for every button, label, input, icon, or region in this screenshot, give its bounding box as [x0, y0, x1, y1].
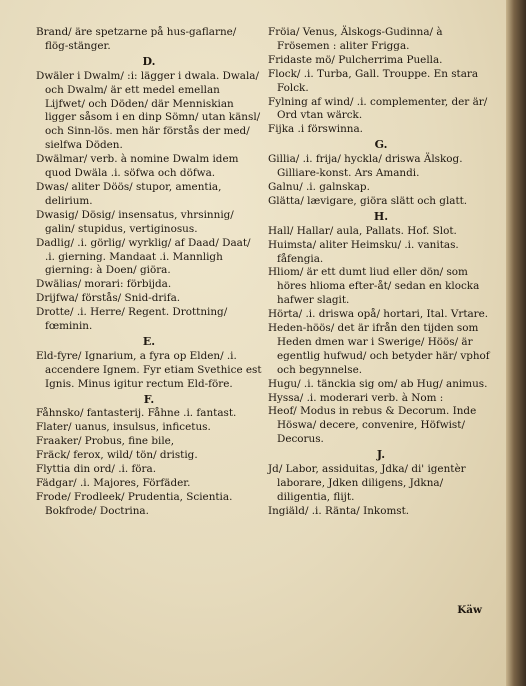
dictionary-entry: Galnu/ .i. galnskap.: [268, 180, 370, 193]
page-edge: [506, 0, 526, 686]
dictionary-entry: Hugu/ .i. tänckia sig om/ ab Hug/ animus.: [268, 377, 488, 390]
dictionary-entry: Fräck/ ferox, wild/ tön/ dristig.: [36, 449, 198, 462]
dictionary-entry: Glätta/ lævigare, giöra slätt och glatt.: [268, 194, 468, 207]
dictionary-entry: Heof/ Modus in rebus & Decorum. Inde Höswa/ decere, convenire, Höfwist/ Decorus.: [268, 405, 477, 446]
dictionary-entry: Gillia/ .i. frija/ hyckla/ driswa Älskog. Gilliare-konst. Ars Amandi.: [268, 153, 463, 180]
dictionary-entry: Ingiäld/ .i. Ränta/ Inkomst.: [268, 504, 410, 517]
section-heading: D.: [142, 54, 156, 68]
left-column: [36, 26, 262, 519]
section-heading: J.: [376, 448, 386, 462]
dictionary-entry: Dwasig/ Dösig/ insensatus, vhrsinnig/ galin/ stupidus, vertiginosus.: [36, 208, 234, 235]
dictionary-entry: Fröia/ Venus, Älskogs-Gudinna/ à Frösemen : aliter Frigga.: [268, 26, 443, 52]
section-heading: H.: [373, 209, 389, 223]
dictionary-entry: Fylning af wind/ .i. complementer, der är/ Ord vtan wärck.: [268, 95, 488, 122]
dictionary-entry: Dwälias/ morari: förbijda.: [36, 278, 172, 291]
dictionary-entry: Dwälmar/ verb. à nomine Dwalm idem quod Dwäla .i. söfwa och döfwa.: [36, 153, 239, 180]
section-heading: F.: [143, 392, 155, 406]
dictionary-entry: Fridaste mö/ Pulcherrima Puella.: [268, 53, 443, 66]
dictionary-entry: Hörta/ .i. driswa opå/ hortari, Ital. Vrtare.: [268, 308, 489, 321]
dictionary-entry: Drotte/ .i. Herre/ Regent. Drottning/ fœminin.: [36, 306, 228, 333]
dictionary-entry: Dwas/ aliter Döös/ stupor, amentia, delirium.: [36, 180, 222, 207]
dictionary-entry: Fädgar/ .i. Majores, Förfäder.: [36, 477, 191, 489]
right-column: [268, 26, 494, 519]
dictionary-entry: Heden-höös/ det är ifrån den tijden som Heden dmen war i Swerige/ Höös/ är egentlig hufwud/ och betyder här/ vphof och begynnelse.: [268, 322, 490, 376]
dictionary-entry: Dadlig/ .i. görlig/ wyrklig/ af Daad/ Daat/ .i. gierning. Mandaat .i. Mannligh gierning: à Doen/ giöra.: [36, 236, 251, 277]
dictionary-entry: Frode/ Frodleek/ Prudentia, Scientia. Bokfrode/ Doctrina.: [36, 490, 233, 517]
dictionary-entry: Jd/ Labor, assiduitas, Jdka/ di' igentèr laborare, Jdken diligens, Jdkna/ diligentia, flijt.: [268, 463, 466, 503]
dictionary-entry: Hall/ Hallar/ aula, Pallats. Hof. Slot.: [268, 224, 457, 237]
dictionary-entry: Flock/ .i. Turba, Gall. Trouppe. En stara Folck.: [268, 67, 479, 94]
dictionary-entry: Fijka .i förswinna.: [268, 123, 363, 136]
dictionary-entry: Eld-fyre/ Ignarium, a fyra op Elden/ .i. accendere Ignem. Fyr etiam Svethice est Ignis. Minus igitur rectum Eld-före.: [36, 349, 262, 390]
dictionary-entry: Flyttia din ord/ .i. föra.: [36, 463, 157, 476]
dictionary-entry: Dwäler i Dwalm/ :i: lägger i dwala. Dwala/ och Dwalm/ är ett medel emellan Lijfwet/ och Döden/ där Menniskian ligger såsom i en dinp Sömn/ utan känsl/ och Sinn-lös. men här förstås der med/ sielfwa Döden.: [36, 69, 261, 152]
dictionary-entry: Fåhnsko/ fantasterij. Fåhne .i. fantast.: [36, 407, 237, 420]
catchword: Käw: [457, 604, 482, 616]
section-heading: E.: [142, 334, 156, 348]
section-heading: G.: [374, 138, 388, 152]
dictionary-entry: Drijfwa/ förstås/ Snid-drifa.: [36, 292, 181, 305]
dictionary-entry: Brand/ äre spetzarne på hus-gaflarne/ flög-stänger.: [36, 26, 237, 52]
dictionary-entry: Hyssa/ .i. moderari verb. à Nom :: [268, 391, 444, 404]
dictionary-entry: Flater/ uanus, insulsus, inficetus.: [36, 421, 211, 434]
dictionary-entry: Hliom/ är ett dumt liud eller dön/ som höres hlioma efter-åt/ sedan en klocka hafwer slagit.: [268, 266, 480, 307]
dictionary-entry: Fraaker/ Probus, fine bile,: [36, 435, 175, 448]
dictionary-entry: Huimsta/ aliter Heimsku/ .i. vanitas. fåfengia.: [268, 238, 459, 265]
